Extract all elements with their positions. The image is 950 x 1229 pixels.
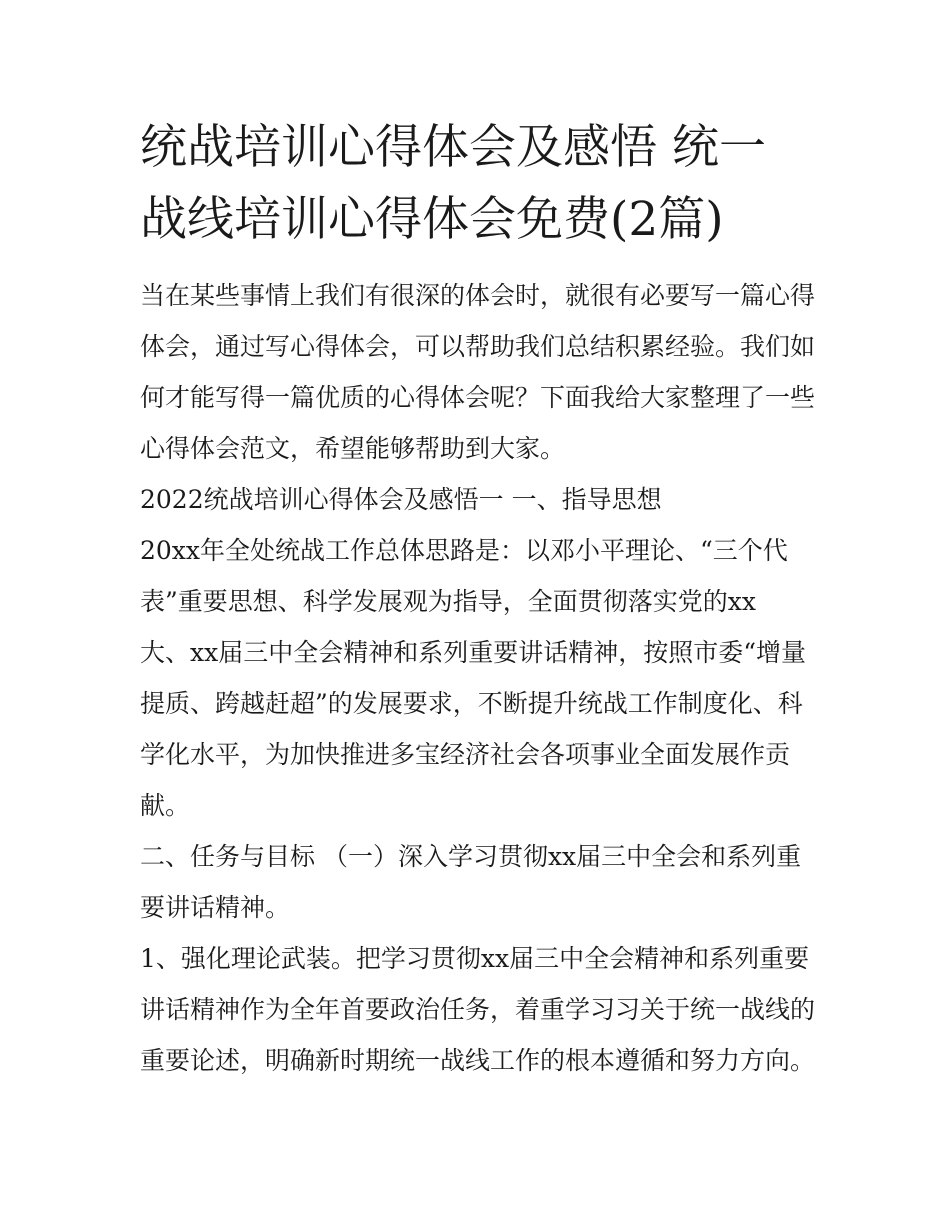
text-line: 表”重要思想、科学发展观为指导，全面贯彻落实党的xx: [140, 587, 756, 616]
text-line: 心得体会范文，希望能够帮助到大家。: [140, 434, 566, 463]
text-line: 提质、跨越赶超”的发展要求，不断提升统战工作制度化、科: [140, 689, 803, 718]
text-line: 学化水平，为加快推进多宝经济社会各项事业全面发展作贡: [140, 740, 791, 769]
section-heading-paragraph: [140, 474, 820, 525]
intro-paragraph: [140, 270, 820, 474]
title-line-1: 统战培训心得体会及感悟 统一: [140, 120, 766, 175]
text-line: 献。: [140, 791, 191, 820]
text-line: 20xx年全处统战工作总体思路是：以邓小平理论、“三个代: [140, 536, 788, 565]
text-line: 体会，通过写心得体会，可以帮助我们总结积累经验。我们如: [140, 332, 816, 361]
text-line: 二、任务与目标 （一）深入学习贯彻xx届三中全会和系列重: [140, 842, 802, 871]
text-line: 何才能写得一篇优质的心得体会呢？下面我给大家整理了一些: [140, 383, 816, 412]
document-page: [140, 112, 820, 1086]
text-line: 1、强化理论武装。把学习贯彻xx届三中全会精神和系列重要: [140, 944, 810, 973]
theory-paragraph: [140, 933, 820, 1086]
text-line: 当在某些事情上我们有很深的体会时，就很有必要写一篇心得: [140, 281, 816, 310]
title-line-2: 战线培训心得体会免费(2篇): [140, 192, 724, 247]
guiding-idea-paragraph: [140, 525, 820, 831]
text-line: 要讲话精神。: [140, 893, 291, 922]
tasks-paragraph: [140, 831, 820, 933]
document-body: [140, 270, 820, 1086]
document-title: [140, 112, 820, 256]
text-line: 2022统战培训心得体会及感悟一 一、指导思想: [140, 485, 662, 514]
text-line: 重要论述，明确新时期统一战线工作的根本遵循和努力方向。: [140, 1046, 816, 1075]
text-line: 讲话精神作为全年首要政治任务，着重学习习关于统一战线的: [140, 995, 816, 1024]
text-line: 大、xx届三中全会精神和系列重要讲话精神，按照市委“增量: [140, 638, 806, 667]
